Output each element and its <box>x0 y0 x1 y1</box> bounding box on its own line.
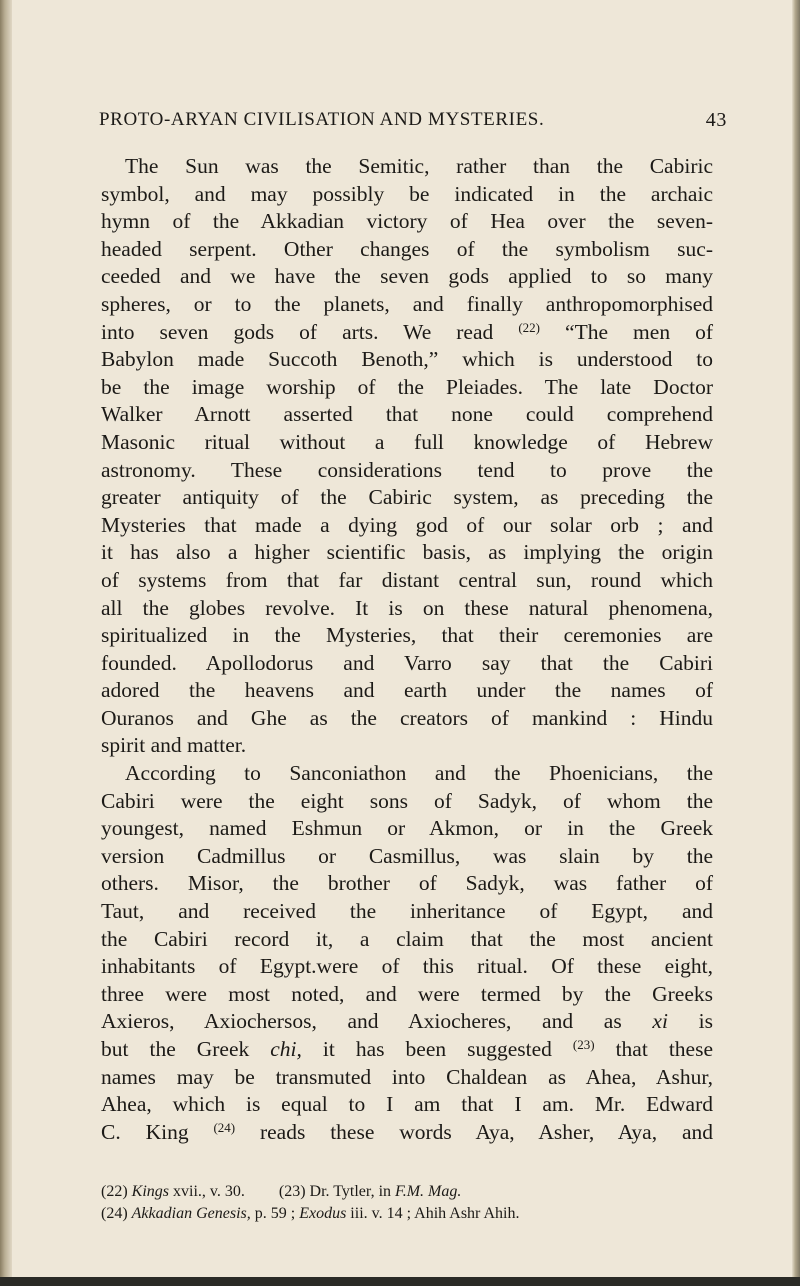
text-line: youngest, named Eshmun or Akmon, or in the Greek <box>101 816 713 841</box>
text-line <box>101 1119 713 1147</box>
text-line: all the globes revolve. It is on these natural phenomena, <box>101 595 713 620</box>
text-line: Cabiri were the eight sons of Sadyk, of whom the <box>101 788 713 813</box>
text-line <box>101 319 713 347</box>
text-line: Mysteries that made a dying god of our solar orb ; and <box>101 512 713 537</box>
text-line: spiritualized in the Mysteries, that their ceremonies are <box>101 623 713 648</box>
text-line: it has also a higher scientific basis, as implying the origin <box>101 540 713 565</box>
footnote-text: Dr. Tytler, in <box>309 1183 392 1200</box>
text-fragment: Axieros, Axiochersos, and Axiocheres, and as <box>101 1009 622 1034</box>
text-fragment: “The men of <box>565 319 714 344</box>
text-line: headed serpent. Other changes of the symbolism suc- <box>101 236 713 261</box>
footnote-text: xvii., v. 30. <box>173 1183 245 1200</box>
text-line: hymn of the Akkadian victory of Hea over the seven- <box>101 209 713 234</box>
text-fragment-italic: xi <box>652 1009 668 1034</box>
text-line: be the image worship of the Pleiades. The late Doctor <box>101 374 713 399</box>
text-line: version Cadmillus or Casmillus, was slain by the <box>101 843 713 868</box>
text-line: Ouranos and Ghe as the creators of mankind : Hindu <box>101 705 713 730</box>
text-fragment: into seven gods of arts. We read <box>101 319 494 344</box>
footnotes <box>101 1181 713 1225</box>
text-line: others. Misor, the brother of Sadyk, was father of <box>101 871 713 896</box>
text-line: Masonic ritual without a full knowledge of Hebrew <box>101 429 713 454</box>
footnote-italic: Exodus <box>299 1205 347 1222</box>
text-line: symbol, and may possibly be indicated in the archaic <box>101 181 713 206</box>
footnote-line <box>101 1203 713 1225</box>
footnote-number: (23) <box>278 1183 306 1200</box>
page-header <box>87 109 727 139</box>
footnote-number: (22) <box>101 1183 128 1200</box>
text-fragment: it has been suggested <box>322 1037 552 1061</box>
text-line: of systems from that far distant central sun, round which <box>101 567 713 592</box>
footnote-italic: Akkadian Genesis, <box>131 1205 251 1222</box>
text-line: spheres, or to the planets, and finally anthropomorphised <box>101 291 713 316</box>
text-fragment: C. King <box>101 1119 189 1144</box>
text-line <box>101 1036 713 1064</box>
text-line: greater antiquity of the Cabiric system, as preceding the <box>101 485 713 510</box>
body-text <box>101 153 713 1146</box>
text-line: astronomy. These considerations tend to prove the <box>101 457 713 482</box>
footnote-ref-22: (22) <box>518 319 540 335</box>
text-line: spirit and matter. <box>101 733 247 758</box>
footnote-text: iii. v. 14 ; Ahih Ashr Ahih. <box>350 1205 520 1222</box>
footnote-number: (24) <box>101 1205 128 1222</box>
text-fragment-italic: chi, <box>270 1037 302 1061</box>
page-number: 43 <box>705 109 727 131</box>
text-line: ceeded and we have the seven gods applied to so many <box>101 264 713 289</box>
footnote-italic: Kings <box>131 1183 169 1200</box>
text-fragment: is <box>698 1009 713 1034</box>
text-line: adored the heavens and earth under the names of <box>101 678 713 703</box>
text-line: Ahea, which is equal to I am that I am. Mr. Edward <box>101 1092 713 1117</box>
text-line: names may be transmuted into Chaldean as Ahea, Ashur, <box>101 1064 713 1089</box>
text-line: the Cabiri record it, a claim that the most ancient <box>101 926 713 951</box>
text-line <box>101 1008 713 1036</box>
text-line: founded. Apollodorus and Varro say that the Cabiri <box>101 650 713 675</box>
footnote-text: p. 59 ; <box>254 1205 296 1222</box>
footnote-italic: F.M. Mag. <box>395 1183 462 1200</box>
text-fragment: reads these words Aya, Asher, Aya, and <box>259 1119 713 1144</box>
text-fragment: but the Greek <box>101 1037 250 1061</box>
footnote-ref-24: (24) <box>213 1119 236 1135</box>
text-line: Walker Arnott asserted that none could comprehend <box>101 402 713 427</box>
page-right-edge <box>792 0 800 1286</box>
footnote-ref-23: (23) <box>572 1037 595 1052</box>
scan-bottom-edge <box>0 1277 800 1286</box>
footnote-line <box>101 1181 713 1203</box>
text-line: three were most noted, and were termed by the Greeks <box>101 981 713 1006</box>
text-line: Babylon made Succoth Benoth,” which is understood to <box>101 347 713 372</box>
text-line: According to Sanconiathon and the Phoenicians, the <box>125 761 713 786</box>
text-line: Taut, and received the inheritance of Egypt, and <box>101 899 713 924</box>
text-line: The Sun was the Semitic, rather than the Cabiric <box>125 154 713 178</box>
text-line: inhabitants of Egypt.were of this ritual. Of these eight, <box>101 954 713 979</box>
text-fragment: that these <box>615 1037 713 1061</box>
running-head: PROTO-ARYAN CIVILISATION AND MYSTERIES. <box>99 109 545 130</box>
